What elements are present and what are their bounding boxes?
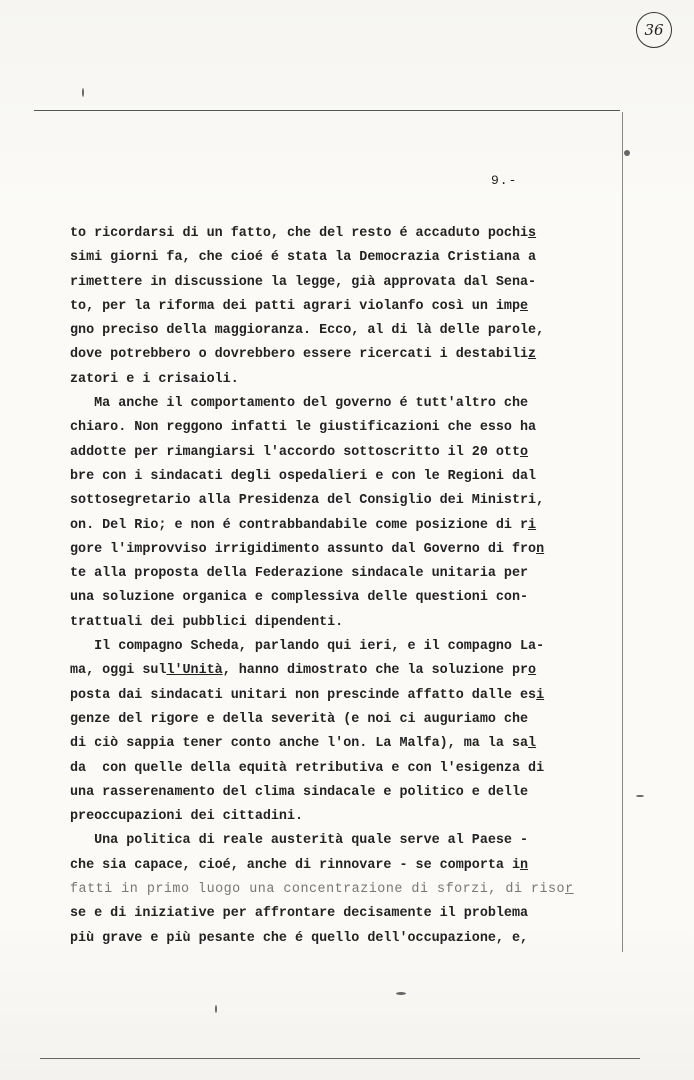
underlined-segment: o (520, 444, 529, 460)
underlined-segment: r (565, 882, 574, 898)
text-line-segment: sottosegretario alla Presidenza del Consiglio dei Ministri, (70, 493, 545, 509)
text-line-segment: chiaro. Non reggono infatti le giustificazioni che esso ha (70, 420, 537, 436)
text-line (70, 489, 590, 513)
underlined-segment: i (528, 517, 537, 533)
text-line-segment: gno preciso della maggioranza. Ecco, al di là delle parole, (70, 323, 545, 339)
text-line (70, 757, 590, 781)
text-line-segment: to, per la riforma dei patti agrari violanfo così un imp (70, 298, 520, 314)
text-line (70, 829, 590, 853)
text-line-segment: più grave e più pesante che é quello dell'occupazione, e, (70, 930, 529, 946)
page-number: 9.- (491, 173, 518, 188)
text-line-segment: una soluzione organica e complessiva delle questioni con- (70, 590, 529, 606)
text-line-segment: posta dai sindacati unitari non prescinde affatto dalle es (70, 687, 537, 703)
text-line-segment: che sia capace, cioé, anche di rinnovare - se comporta i (70, 857, 520, 873)
scan-speck (624, 150, 630, 156)
text-line (70, 465, 590, 489)
text-line (70, 854, 590, 878)
text-line (70, 708, 590, 732)
text-line (70, 368, 590, 392)
text-line-segment: una rasserenamento del clima sindacale e politico e delle (70, 784, 529, 800)
text-line-segment: simi giorni fa, che cioé é stata la Democrazia Cristiana a (70, 250, 537, 266)
text-line-segment: addotte per rimangiarsi l'accordo sottoscritto il 20 ott (70, 444, 520, 460)
text-line (70, 902, 590, 926)
text-line-segment: gore l'improvviso irrigidimento assunto dal Governo di fro (70, 541, 537, 557)
underlined-segment: e (520, 298, 529, 314)
text-line (70, 927, 590, 951)
text-line (70, 732, 590, 756)
underlined-segment: l'Unità (166, 663, 223, 679)
underlined-segment: s (528, 226, 537, 241)
text-line (70, 562, 590, 586)
text-line (70, 319, 590, 343)
text-line-segment: da con quelle della equità retributiva e con l'esigenza di (70, 760, 545, 776)
text-line-segment: rimettere in discussione la legge, già approvata dal Sena- (70, 274, 537, 290)
text-line (70, 514, 590, 538)
text-line (70, 441, 590, 465)
scan-speck (636, 795, 644, 797)
text-line-segment: to ricordarsi di un fatto, che del resto é accaduto pochi (70, 226, 529, 241)
right-margin-rule (622, 112, 623, 952)
scan-speck (215, 1005, 217, 1013)
text-line (70, 805, 590, 829)
page-stamp: 36 (636, 12, 672, 48)
text-line-segment: se e di iniziative per affrontare decisamente il problema (70, 906, 529, 922)
bottom-rule (40, 1058, 640, 1059)
text-line-segment: Il compagno Scheda, parlando qui ieri, e il compagno La- (70, 639, 545, 655)
text-line-segment: , hanno dimostrato che la soluzione pr (222, 663, 529, 679)
text-line-segment: bre con i sindacati degli ospedalieri e con le Regioni dal (70, 468, 537, 484)
scan-speck (396, 992, 406, 995)
text-line-segment: dove potrebbero o dovrebbero essere ricercati i destabili (70, 347, 529, 363)
text-line-segment: Una politica di reale austerità quale serve al Paese - (70, 833, 529, 849)
text-line (70, 416, 590, 440)
text-line-segment: genze del rigore e della severità (e noi ci auguriamo che (70, 711, 529, 727)
underlined-segment: n (520, 857, 529, 873)
text-line (70, 343, 590, 367)
text-line (70, 586, 590, 610)
scan-speck (82, 88, 84, 97)
underlined-segment: i (536, 687, 545, 703)
text-line (70, 781, 590, 805)
text-line-segment: Ma anche il comportamento del governo é tutt'altro che (70, 396, 529, 412)
text-line-segment: fatti in primo luogo una concentrazione di sforzi, di riso (70, 882, 566, 898)
text-line (70, 538, 590, 562)
text-line (70, 878, 590, 902)
text-line (70, 392, 590, 416)
underlined-segment: o (528, 663, 537, 679)
text-line (70, 611, 590, 635)
underlined-segment: l (528, 736, 537, 752)
text-line-segment: ma, oggi sul (70, 663, 167, 679)
text-line (70, 271, 590, 295)
text-line-segment: on. Del Rio; e non é contrabbandabile come posizione di r (70, 517, 529, 533)
text-line-segment: di ciò sappia tener conto anche l'on. La Malfa), ma la sa (70, 736, 529, 752)
body-text (70, 222, 590, 951)
text-line (70, 246, 590, 270)
text-line-segment: zatori e i crisaioli. (70, 371, 239, 387)
text-line-segment: trattuali dei pubblici dipendenti. (70, 614, 344, 630)
underlined-segment: n (536, 541, 545, 557)
top-rule (34, 110, 620, 111)
text-line (70, 295, 590, 319)
text-line (70, 684, 590, 708)
text-line (70, 659, 590, 683)
text-line-segment: preoccupazioni dei cittadini. (70, 809, 304, 825)
text-line (70, 222, 590, 246)
text-line-segment: te alla proposta della Federazione sindacale unitaria per (70, 566, 529, 582)
text-line (70, 635, 590, 659)
underlined-segment: z (528, 347, 537, 363)
